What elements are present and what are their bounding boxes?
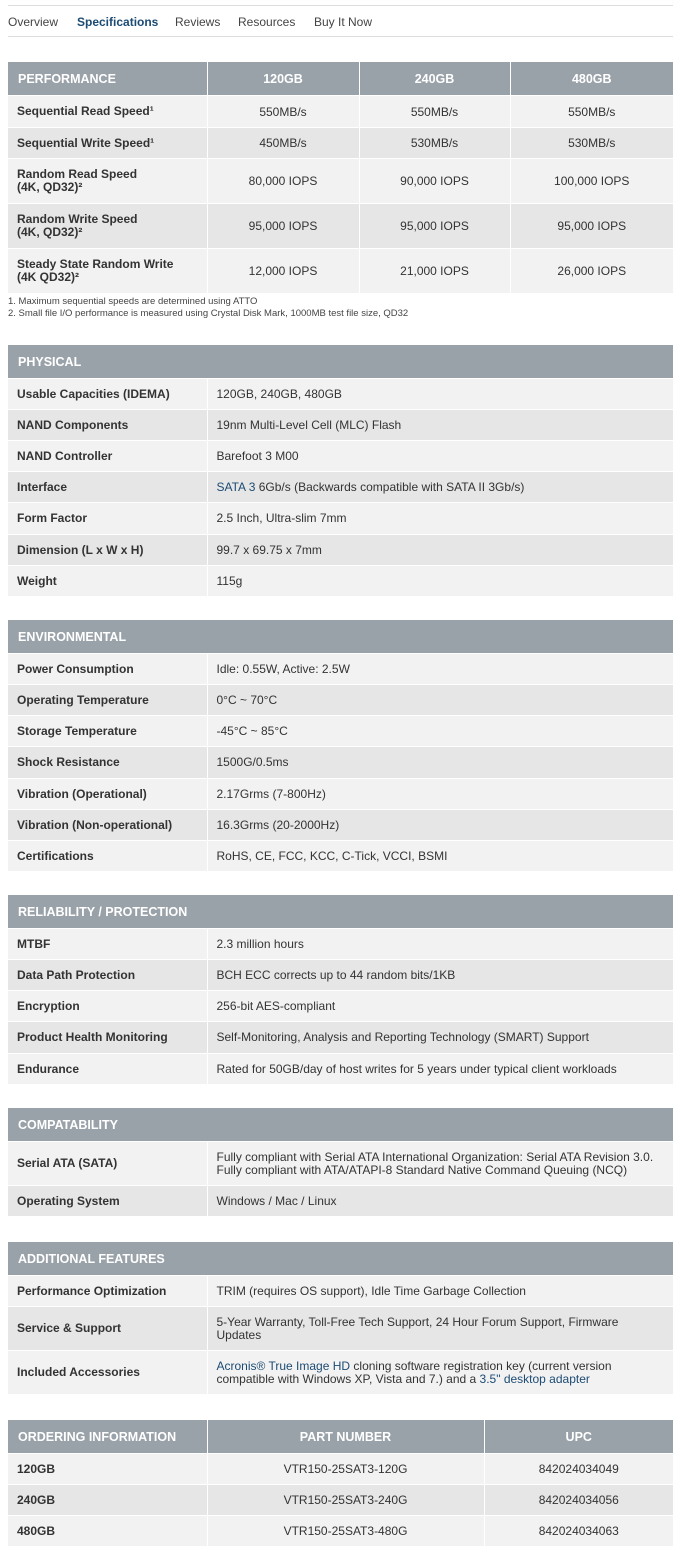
row-label: Form Factor xyxy=(8,503,207,535)
row-label: 120GB xyxy=(8,1454,207,1485)
cell-value: 550MB/s xyxy=(510,96,673,128)
row-value xyxy=(207,1142,673,1186)
row-value: Idle: 0.55W, Active: 2.5W xyxy=(207,654,673,685)
row-label: Vibration (Non-operational) xyxy=(8,810,207,841)
row-value: 2.17Grms (7-800Hz) xyxy=(207,779,673,810)
cell-value: 550MB/s xyxy=(207,96,359,128)
interface-text: 6Gb/s (Backwards compatible with SATA II 3Gb/s) xyxy=(255,479,525,494)
upc: 842024034056 xyxy=(484,1485,673,1516)
table-row xyxy=(8,779,673,810)
row-value: Rated for 50GB/day of host writes for 5 years under typical client workloads xyxy=(207,1054,673,1085)
footnotes xyxy=(8,296,408,320)
desktop-adapter-link[interactable]: 3.5" desktop adapter xyxy=(479,1371,590,1386)
row-label-line: Random Read Speed xyxy=(17,167,138,181)
acronis-link[interactable]: Acronis® True Image HD xyxy=(216,1358,351,1373)
row-label: Interface xyxy=(8,472,207,503)
row-label: MTBF xyxy=(8,929,207,960)
column-header-120gb: 120GB xyxy=(207,62,359,96)
physical-header: PHYSICAL xyxy=(8,345,673,379)
table-row xyxy=(8,379,673,410)
table-row xyxy=(8,841,673,872)
additional-features-table xyxy=(8,1242,673,1395)
row-label: Performance Optimization xyxy=(8,1276,207,1307)
row-value: -45°C ~ 85°C xyxy=(207,716,673,747)
value-line: 5-Year Warranty, Toll-Free Tech Support, 24 Hour Forum Support, Firmware xyxy=(216,1314,619,1329)
accessories-text: compatible with Windows XP, Vista and 7.) and a xyxy=(216,1371,480,1386)
row-label-line: (4K, QD32)² xyxy=(17,225,83,239)
row-label: Usable Capacities (IDEMA) xyxy=(8,379,207,410)
cell-value: 95,000 IOPS xyxy=(207,204,359,249)
cell-value: 530MB/s xyxy=(359,128,510,159)
table-row xyxy=(8,1142,673,1186)
row-label: Power Consumption xyxy=(8,654,207,685)
row-label-line: (4K, QD32)² xyxy=(17,180,83,194)
performance-table xyxy=(8,62,673,294)
cell-value: 450MB/s xyxy=(207,128,359,159)
column-header-upc: UPC xyxy=(484,1420,673,1454)
ordering-table xyxy=(8,1420,673,1547)
row-label: NAND Controller xyxy=(8,441,207,472)
table-row xyxy=(8,249,673,294)
tab-buy-it-now[interactable]: Buy It Now xyxy=(314,15,373,29)
row-value: 1500G/0.5ms xyxy=(207,747,673,779)
row-value: 0°C ~ 70°C xyxy=(207,685,673,716)
table-row xyxy=(8,1307,673,1351)
table-row xyxy=(8,503,673,535)
table-row xyxy=(8,204,673,249)
tab-overview[interactable]: Overview xyxy=(8,15,59,29)
tab-resources[interactable]: Resources xyxy=(238,15,296,29)
row-value: 256-bit AES-compliant xyxy=(207,991,673,1022)
column-header-240gb: 240GB xyxy=(359,62,510,96)
row-label: Storage Temperature xyxy=(8,716,207,747)
cell-value: 12,000 IOPS xyxy=(207,249,359,294)
physical-table xyxy=(8,345,673,597)
row-label: Sequential Read Speed¹ xyxy=(8,96,207,128)
row-label: Certifications xyxy=(8,841,207,872)
row-value: 16.3Grms (20-2000Hz) xyxy=(207,810,673,841)
table-row xyxy=(8,159,673,204)
table-row xyxy=(8,1516,673,1547)
row-label: Encryption xyxy=(8,991,207,1022)
compatibility-header: COMPATABILITY xyxy=(8,1108,673,1142)
row-value: Windows / Mac / Linux xyxy=(207,1186,673,1217)
row-label: NAND Components xyxy=(8,410,207,441)
row-value xyxy=(207,472,673,503)
row-value: 19nm Multi-Level Cell (MLC) Flash xyxy=(207,410,673,441)
table-row xyxy=(8,991,673,1022)
cell-value: 550MB/s xyxy=(359,96,510,128)
value-line: Fully compliant with Serial ATA International Organization: Serial ATA Revision 3.0. xyxy=(216,1149,654,1164)
column-header-480gb: 480GB xyxy=(510,62,673,96)
table-row xyxy=(8,1054,673,1085)
ordering-header: ORDERING INFORMATION xyxy=(8,1420,207,1454)
cell-value: 21,000 IOPS xyxy=(359,249,510,294)
reliability-header: RELIABILITY / PROTECTION xyxy=(8,895,673,929)
cell-value: 95,000 IOPS xyxy=(510,204,673,249)
row-label: Operating Temperature xyxy=(8,685,207,716)
row-label: Operating System xyxy=(8,1186,207,1217)
row-value: RoHS, CE, FCC, KCC, C-Tick, VCCI, BSMI xyxy=(207,841,673,872)
table-row xyxy=(8,1454,673,1485)
row-value: 115g xyxy=(207,566,673,597)
row-value xyxy=(207,1307,673,1351)
upc: 842024034063 xyxy=(484,1516,673,1547)
cell-value: 95,000 IOPS xyxy=(359,204,510,249)
row-label: Weight xyxy=(8,566,207,597)
table-row xyxy=(8,685,673,716)
row-label-line: Random Write Speed xyxy=(17,212,138,226)
cell-value: 80,000 IOPS xyxy=(207,159,359,204)
row-value: TRIM (requires OS support), Idle Time Garbage Collection xyxy=(207,1276,673,1307)
table-row xyxy=(8,535,673,566)
table-row xyxy=(8,716,673,747)
part-number: VTR150-25SAT3-240G xyxy=(207,1485,484,1516)
tab-bar xyxy=(8,5,673,37)
tab-specifications[interactable]: Specifications xyxy=(77,15,159,29)
value-line: Updates xyxy=(216,1327,262,1342)
table-row xyxy=(8,1485,673,1516)
upc: 842024034049 xyxy=(484,1454,673,1485)
value-line: Fully compliant with ATA/ATAPI-8 Standard Native Command Queuing (NCQ) xyxy=(216,1162,628,1177)
compatibility-table xyxy=(8,1108,673,1217)
footnote: 2. Small file I/O performance is measured using Crystal Disk Mark, 1000MB test file size, QD32 xyxy=(8,308,409,319)
row-label xyxy=(8,204,207,249)
row-value xyxy=(207,1351,673,1395)
row-label: Vibration (Operational) xyxy=(8,779,207,810)
table-row xyxy=(8,1022,673,1054)
row-label: Service & Support xyxy=(8,1307,207,1351)
row-value: 120GB, 240GB, 480GB xyxy=(207,379,673,410)
table-row xyxy=(8,566,673,597)
row-value: Barefoot 3 M00 xyxy=(207,441,673,472)
accessories-text: cloning software registration key (current version xyxy=(350,1358,612,1373)
row-value: 2.5 Inch, Ultra-slim 7mm xyxy=(207,503,673,535)
cell-value: 26,000 IOPS xyxy=(510,249,673,294)
table-row xyxy=(8,654,673,685)
table-row xyxy=(8,96,673,128)
row-label: Shock Resistance xyxy=(8,747,207,779)
row-label: Data Path Protection xyxy=(8,960,207,991)
row-label-line: Steady State Random Write xyxy=(17,257,174,271)
table-row xyxy=(8,960,673,991)
sata3-link[interactable]: SATA 3 xyxy=(216,479,256,494)
row-label: Endurance xyxy=(8,1054,207,1085)
table-row xyxy=(8,410,673,441)
row-value: 99.7 x 69.75 x 7mm xyxy=(207,535,673,566)
row-label: Dimension (L x W x H) xyxy=(8,535,207,566)
cell-value: 530MB/s xyxy=(510,128,673,159)
tab-reviews[interactable]: Reviews xyxy=(175,15,221,29)
table-row xyxy=(8,441,673,472)
table-row xyxy=(8,1186,673,1217)
row-value: BCH ECC corrects up to 44 random bits/1KB xyxy=(207,960,673,991)
row-label: Sequential Write Speed¹ xyxy=(8,128,207,159)
row-value: Self-Monitoring, Analysis and Reporting Technology (SMART) Support xyxy=(207,1022,673,1054)
part-number: VTR150-25SAT3-480G xyxy=(207,1516,484,1547)
table-row xyxy=(8,1351,673,1395)
reliability-table xyxy=(8,895,673,1085)
performance-header: PERFORMANCE xyxy=(8,62,207,96)
row-label: Product Health Monitoring xyxy=(8,1022,207,1054)
cell-value: 90,000 IOPS xyxy=(359,159,510,204)
table-row xyxy=(8,747,673,779)
table-row xyxy=(8,810,673,841)
column-header-part-number: PART NUMBER xyxy=(207,1420,484,1454)
table-row xyxy=(8,128,673,159)
environmental-header: ENVIRONMENTAL xyxy=(8,620,673,654)
table-row xyxy=(8,1276,673,1307)
row-value: 2.3 million hours xyxy=(207,929,673,960)
part-number: VTR150-25SAT3-120G xyxy=(207,1454,484,1485)
row-label: Included Accessories xyxy=(8,1351,207,1395)
row-label xyxy=(8,249,207,294)
environmental-table xyxy=(8,620,673,872)
row-label: Serial ATA (SATA) xyxy=(8,1142,207,1186)
row-label: 240GB xyxy=(8,1485,207,1516)
table-row xyxy=(8,472,673,503)
row-label xyxy=(8,159,207,204)
row-label: 480GB xyxy=(8,1516,207,1547)
additional-features-header: ADDITIONAL FEATURES xyxy=(8,1242,673,1276)
footnote: 1. Maximum sequential speeds are determined using ATTO xyxy=(8,296,258,307)
row-label-line: (4K QD32)² xyxy=(17,270,80,284)
table-row xyxy=(8,929,673,960)
cell-value: 100,000 IOPS xyxy=(510,159,673,204)
